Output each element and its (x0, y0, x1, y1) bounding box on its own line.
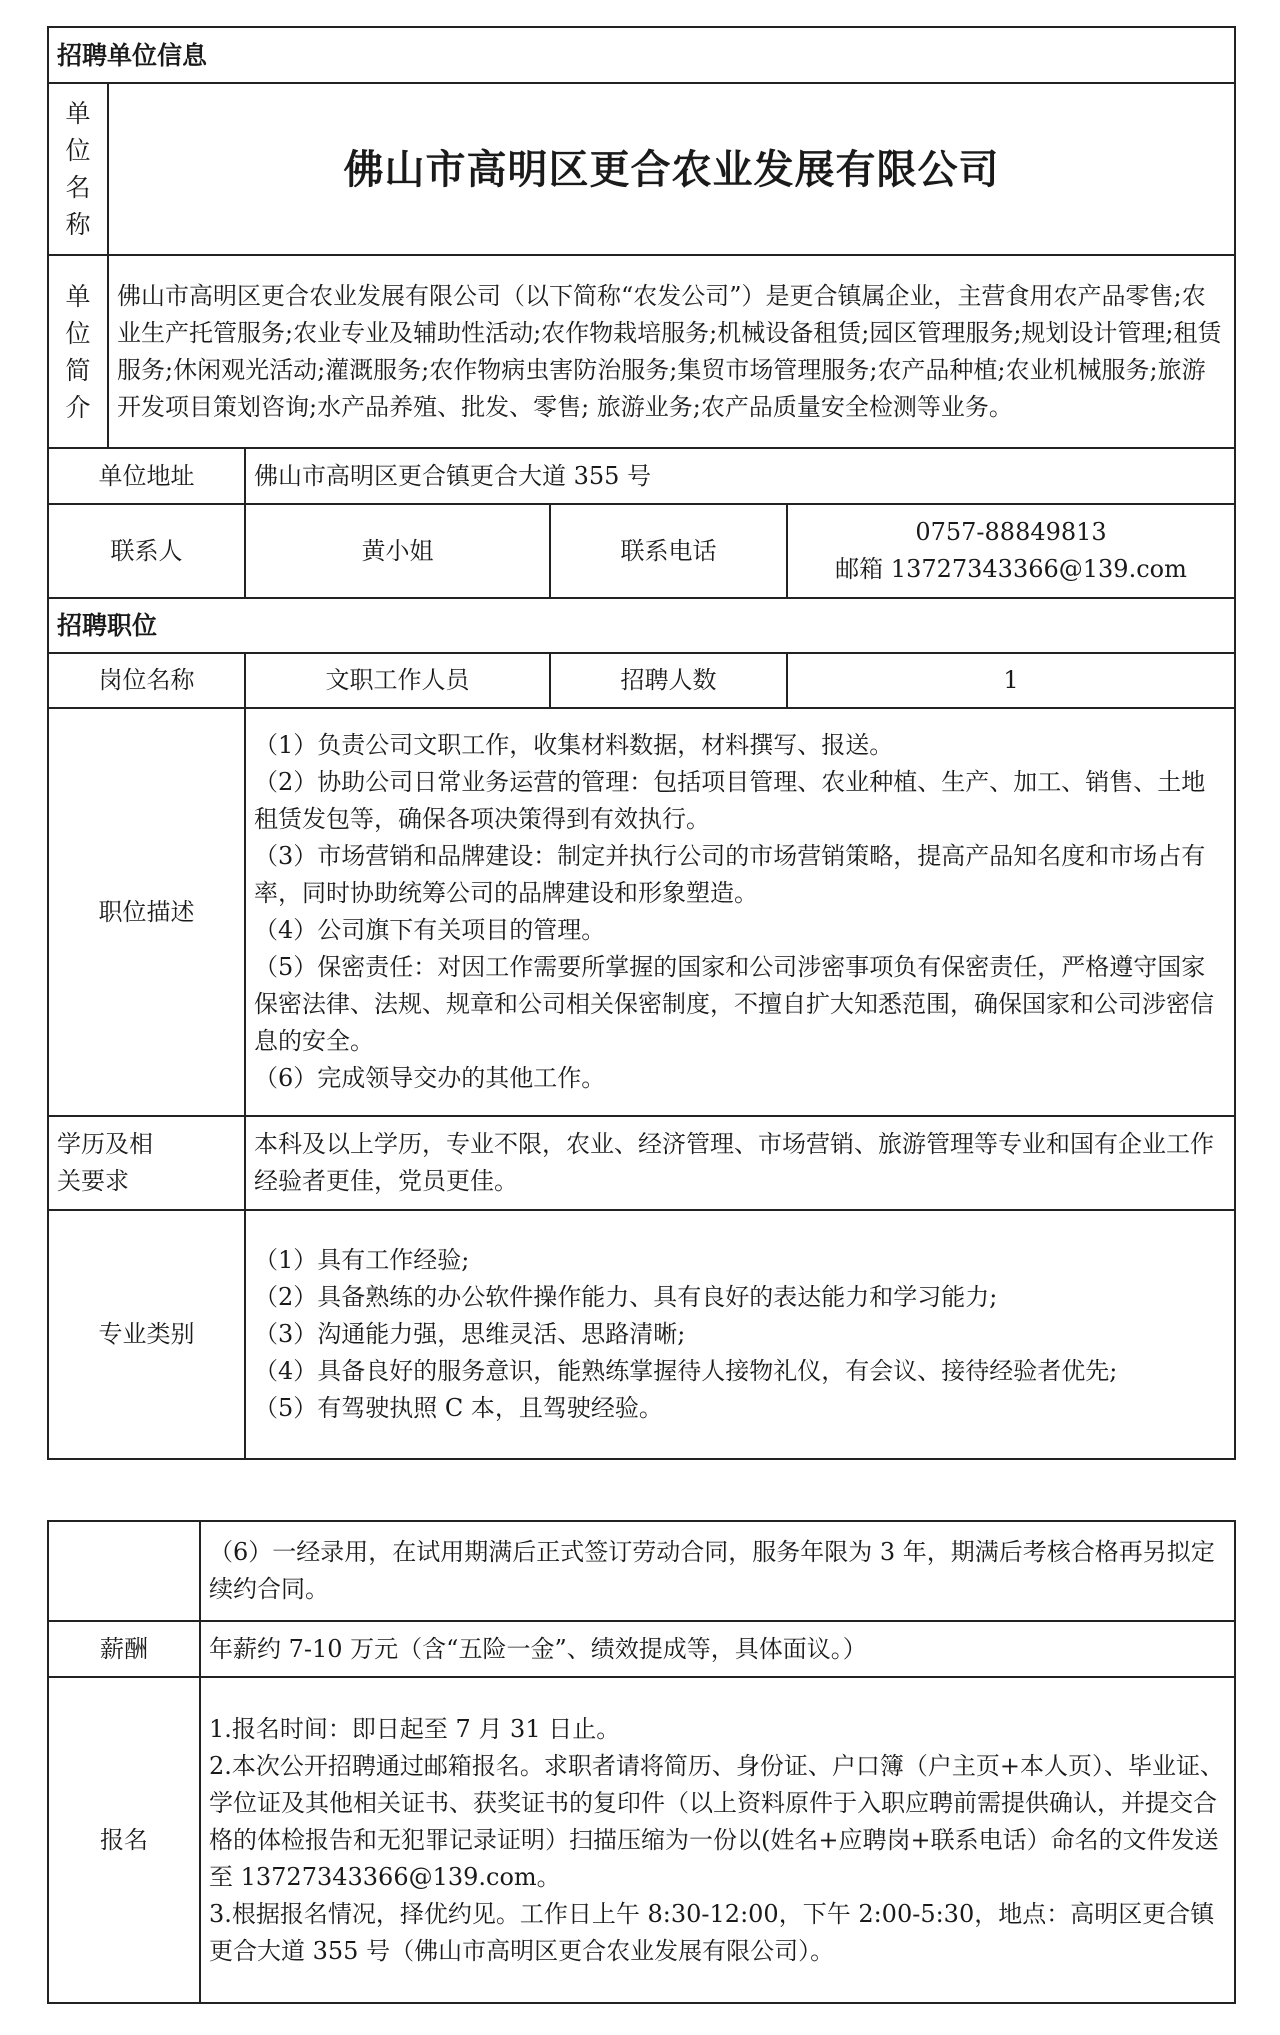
apply-item: 2.本次公开招聘通过邮箱报名。求职者请将简历、身份证、户口簿（户主页+本人页）、毕业证、学位证及其他相关证书、获奖证书的复印件（以上资料原件于入职应聘前需提供确认，并提交合格的体检报告和无犯罪记录证明）扫描压缩为一份以(姓名+应聘岗+联系电话）命名的文件发送至 13727343366@139.com。 (209, 1751, 1225, 1891)
desc-item: （3）市场营销和品牌建设：制定并执行公司的市场营销策略，提高产品知名度和市场占有率，同时协助统筹公司的品牌建设和形象塑造。 (254, 842, 1206, 907)
position-count: 1 (787, 653, 1235, 708)
apply-details (200, 1677, 1235, 2003)
desc-item: （1）负责公司文职工作，收集材料数据，材料撰写、报送。 (254, 731, 894, 759)
address-label: 单位地址 (48, 448, 245, 504)
desc-item: （6）完成领导交办的其他工作。 (254, 1064, 606, 1092)
company-address: 佛山市高明区更合镇更合大道 355 号 (245, 448, 1235, 504)
contact-phone: 0757-88849813 (915, 518, 1107, 546)
major-item: （1）具有工作经验; (254, 1246, 470, 1274)
company-name-label: 单 位 名 称 (48, 83, 108, 255)
position-desc-label: 职位描述 (48, 708, 245, 1116)
contact-phone-email (787, 504, 1235, 598)
recruitment-table-main (47, 26, 1236, 1460)
continued-blank-label (48, 1521, 200, 1621)
major-label: 专业类别 (48, 1210, 245, 1459)
position-count-label: 招聘人数 (550, 653, 787, 708)
major-item: （4）具备良好的服务意识，能熟练掌握待人接物礼仪，有会议、接待经验者优先; (254, 1357, 1118, 1385)
section-title-company: 招聘单位信息 (48, 27, 1235, 83)
salary-label: 薪酬 (48, 1621, 200, 1677)
major-item: （5）有驾驶执照 C 本，且驾驶经验。 (254, 1394, 663, 1422)
apply-item: 3.根据报名情况，择优约见。工作日上午 8:30-12:00，下午 2:00-5:30，地点：高明区更合镇更合大道 355 号（佛山市高明区更合农业发展有限公司）。 (209, 1899, 1215, 1965)
company-name: 佛山市高明区更合农业发展有限公司 (108, 83, 1235, 255)
desc-item: （5）保密责任：对因工作需要所掌握的国家和公司涉密事项负有保密责任，严格遵守国家保密法律、法规、规章和公司相关保密制度，不擅自扩大知悉范围，确保国家和公司涉密信息的安全。 (254, 953, 1214, 1055)
desc-item: （2）协助公司日常业务运营的管理：包括项目管理、农业种植、生产、加工、销售、土地租赁发包等，确保各项决策得到有效执行。 (254, 768, 1206, 833)
apply-item: 1.报名时间：即日起至 7 月 31 日止。 (209, 1714, 621, 1743)
company-intro-label: 单 位 简 介 (48, 255, 108, 448)
contract-item: （6）一经录用，在试用期满后正式签订劳动合同，服务年限为 3 年，期满后考核合格再另拟定续约合同。 (200, 1521, 1235, 1621)
section-title-position: 招聘职位 (48, 598, 1235, 653)
position-name-label: 岗位名称 (48, 653, 245, 708)
recruitment-table-continued (47, 1520, 1236, 2004)
contact-label: 联系人 (48, 504, 245, 598)
company-intro: 佛山市高明区更合农业发展有限公司（以下简称“农发公司”）是更合镇属企业，主营食用农产品零售;农业生产托管服务;农业专业及辅助性活动;农作物栽培服务;机械设备租赁;园区管理服务;规划设计管理;租赁服务;休闲观光活动;灌溉服务;农作物病虫害防治服务;集贸市场管理服务;农产品种植;农业机械服务;旅游开发项目策划咨询;水产品养殖、批发、零售; 旅游业务;农产品质量安全检测等业务。 (108, 255, 1235, 448)
desc-item: （4）公司旗下有关项目的管理。 (254, 916, 606, 944)
edu-requirement: 本科及以上学历，专业不限，农业、经济管理、市场营销、旅游管理等专业和国有企业工作经验者更佳，党员更佳。 (245, 1116, 1235, 1210)
major-item: （2）具备熟练的办公软件操作能力、具有良好的表达能力和学习能力; (254, 1283, 998, 1311)
position-desc (245, 708, 1235, 1116)
position-name: 文职工作人员 (245, 653, 550, 708)
salary-value: 年薪约 7-10 万元（含“五险一金”、绩效提成等，具体面议。） (200, 1621, 1235, 1677)
apply-label: 报名 (48, 1677, 200, 2003)
major-requirements (245, 1210, 1235, 1459)
contact-email: 邮箱 13727343366@139.com (835, 555, 1187, 583)
phone-label: 联系电话 (550, 504, 787, 598)
major-item: （3）沟通能力强，思维灵活、思路清晰; (254, 1320, 686, 1348)
edu-label: 学历及相 关要求 (48, 1116, 245, 1210)
contact-name: 黄小姐 (245, 504, 550, 598)
